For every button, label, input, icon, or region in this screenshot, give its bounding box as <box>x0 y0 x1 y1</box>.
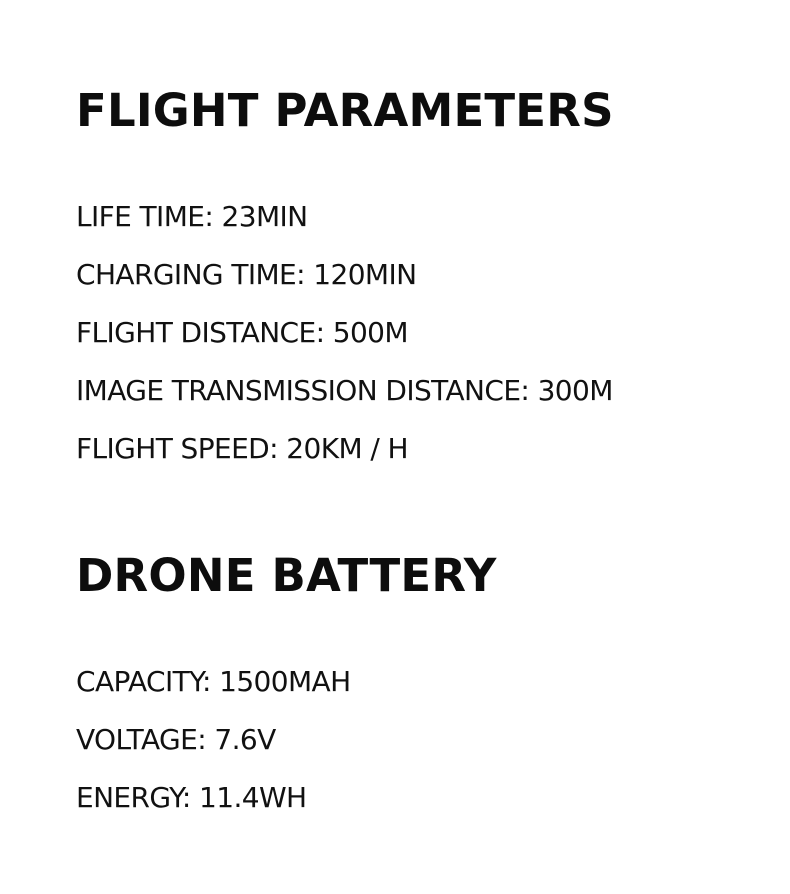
spec-label: CHARGING TIME: <box>76 258 305 291</box>
spec-life-time <box>76 188 613 246</box>
spec-energy <box>76 769 351 827</box>
spec-image-transmission-distance <box>76 362 613 420</box>
spec-value: 20KM / H <box>286 432 408 465</box>
spec-value: 11.4WH <box>199 781 307 814</box>
spec-value: 1500MAH <box>219 665 351 698</box>
spec-label: FLIGHT SPEED: <box>76 432 278 465</box>
spec-value: 120MIN <box>313 258 417 291</box>
spec-label: LIFE TIME: <box>76 200 214 233</box>
spec-voltage <box>76 711 351 769</box>
spec-value: 23MIN <box>221 200 308 233</box>
spec-charging-time <box>76 246 613 304</box>
spec-flight-speed <box>76 420 613 478</box>
spec-capacity <box>76 653 351 711</box>
spec-label: IMAGE TRANSMISSION DISTANCE: <box>76 374 530 407</box>
drone-battery-heading: DRONE BATTERY <box>76 549 497 602</box>
spec-value: 7.6V <box>214 723 276 756</box>
spec-value: 300M <box>537 374 613 407</box>
spec-label: FLIGHT DISTANCE: <box>76 316 325 349</box>
spec-label: ENERGY: <box>76 781 191 814</box>
drone-battery-list <box>76 653 351 827</box>
spec-flight-distance <box>76 304 613 362</box>
spec-label: VOLTAGE: <box>76 723 207 756</box>
spec-label: CAPACITY: <box>76 665 211 698</box>
spec-value: 500M <box>332 316 408 349</box>
flight-parameters-list <box>76 188 613 478</box>
flight-parameters-heading: FLIGHT PARAMETERS <box>76 84 614 137</box>
